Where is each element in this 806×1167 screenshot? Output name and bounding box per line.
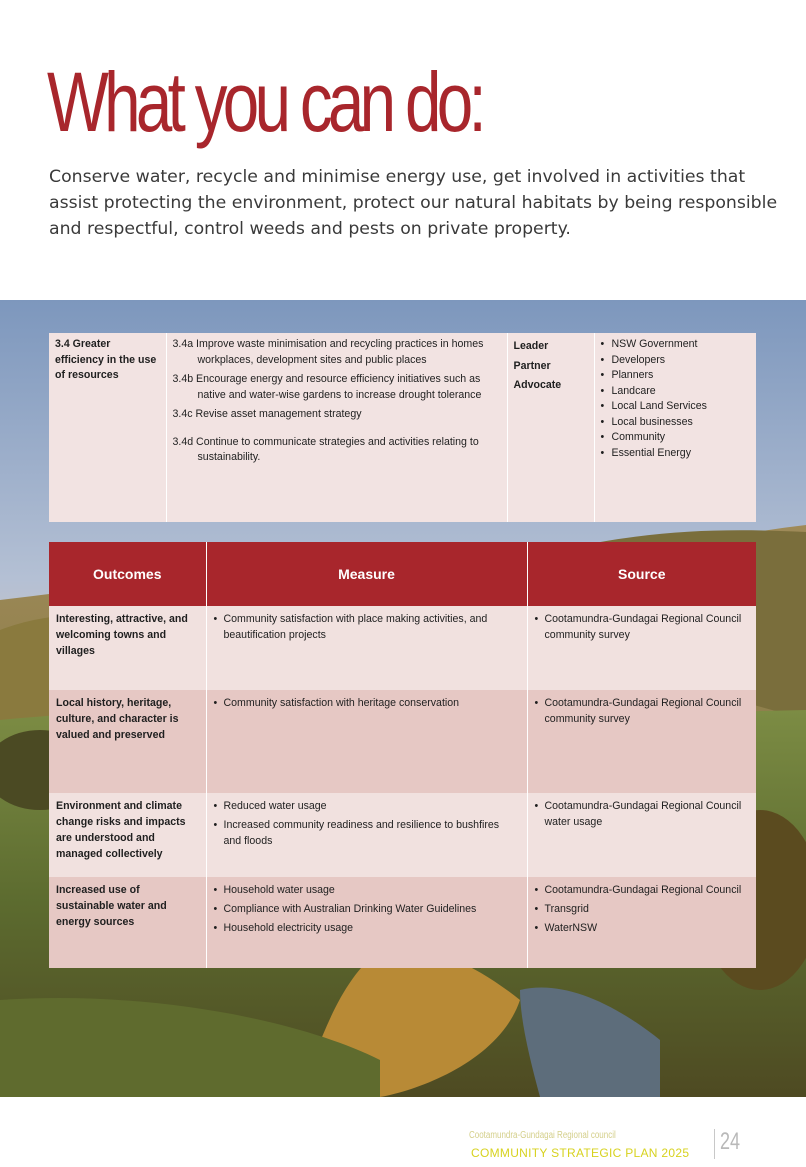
role-item: Leader <box>513 340 549 352</box>
partner-item: • Planners <box>601 368 751 384</box>
strategy-item: 3.4c Revise asset management strategy <box>172 408 362 420</box>
measure-item: • Compliance with Australian Drinking Water Guidelines <box>214 901 520 917</box>
source-item: • Transgrid <box>535 901 750 917</box>
partner-item: • Developers <box>601 353 751 369</box>
partner-item: • Local Land Services <box>601 399 751 415</box>
strategy-table <box>49 333 756 522</box>
table-row <box>49 793 756 877</box>
strategy-row <box>49 333 756 522</box>
partner-item: • Landcare <box>601 384 751 400</box>
source-cell <box>527 690 756 793</box>
measure-cell <box>206 877 527 968</box>
outcomes-table <box>49 542 756 968</box>
measure-item: • Increased community readiness and resilience to bushfires and floods <box>214 817 520 849</box>
strategy-item: 3.4a Improve waste minimisation and recycling practices in homes workplaces, development sites and public places <box>172 338 484 366</box>
source-item: • Cootamundra-Gundagai Regional Council community survey <box>535 611 750 643</box>
footer-org-name: Cootamundra-Gundagai Regional council <box>469 1130 616 1141</box>
source-cell <box>527 793 756 877</box>
partner-item: • Local businesses <box>601 415 751 431</box>
outcomes-header-row <box>49 542 756 606</box>
objective-text: 3.4 Greater efficiency in the use of resources <box>55 338 157 381</box>
footer-plan-title: COMMUNITY STRATEGIC PLAN 2025 <box>471 1146 690 1160</box>
header-source: Source <box>527 542 756 606</box>
intro-paragraph: Conserve water, recycle and minimise energy use, get involved in activities that assist protecting the environment, protect our natural habitats by being responsible and respectful, control weeds and pests on private property. <box>49 167 778 239</box>
strategy-item: 3.4b Encourage energy and resource efficiency initiatives such as native and water-wise gardens to increase drought tolerance <box>172 373 482 401</box>
source-item: • Cootamundra-Gundagai Regional Council <box>535 882 750 898</box>
roles-cell <box>507 333 594 522</box>
role-item: Partner <box>513 359 551 372</box>
partner-item: • Community <box>601 430 751 446</box>
measure-item: • Household electricity usage <box>214 920 520 936</box>
measure-cell <box>206 690 527 793</box>
table-row <box>49 690 756 793</box>
partners-cell <box>594 333 756 522</box>
source-item: • WaterNSW <box>535 920 750 936</box>
source-item: • Cootamundra-Gundagai Regional Council community survey <box>535 695 750 727</box>
strategies-cell <box>166 333 507 522</box>
table-row <box>49 606 756 690</box>
table-row <box>49 877 756 968</box>
page-title: What you can do: <box>47 55 483 149</box>
partner-item: • Essential Energy <box>601 446 751 462</box>
outcome-cell: Increased use of sustainable water and energy sources <box>49 877 206 968</box>
measure-cell <box>206 606 527 690</box>
outcome-cell: Interesting, attractive, and welcoming towns and villages <box>49 606 206 690</box>
header-measure: Measure <box>206 542 527 606</box>
strategy-item: 3.4d Continue to communicate strategies and activities relating to sustainability. <box>172 435 479 463</box>
source-cell <box>527 606 756 690</box>
measure-item: • Community satisfaction with heritage conservation <box>214 695 520 711</box>
partners-list <box>601 337 751 461</box>
outcome-cell: Environment and climate change risks and impacts are understood and managed collectively <box>49 793 206 877</box>
page-number: 24 <box>720 1128 741 1155</box>
footer-divider <box>714 1129 715 1159</box>
source-cell <box>527 877 756 968</box>
role-item: Advocate <box>513 379 562 391</box>
measure-item: • Community satisfaction with place making activities, and beautification projects <box>214 611 520 643</box>
objective-cell <box>49 333 166 522</box>
outcome-cell: Local history, heritage, culture, and character is valued and preserved <box>49 690 206 793</box>
measure-item: • Household water usage <box>214 882 520 898</box>
source-item: • Cootamundra-Gundagai Regional Council water usage <box>535 798 750 830</box>
measure-item: • Reduced water usage <box>214 798 520 814</box>
header-outcomes: Outcomes <box>49 542 206 606</box>
measure-cell <box>206 793 527 877</box>
partner-item: • NSW Government <box>601 337 751 353</box>
